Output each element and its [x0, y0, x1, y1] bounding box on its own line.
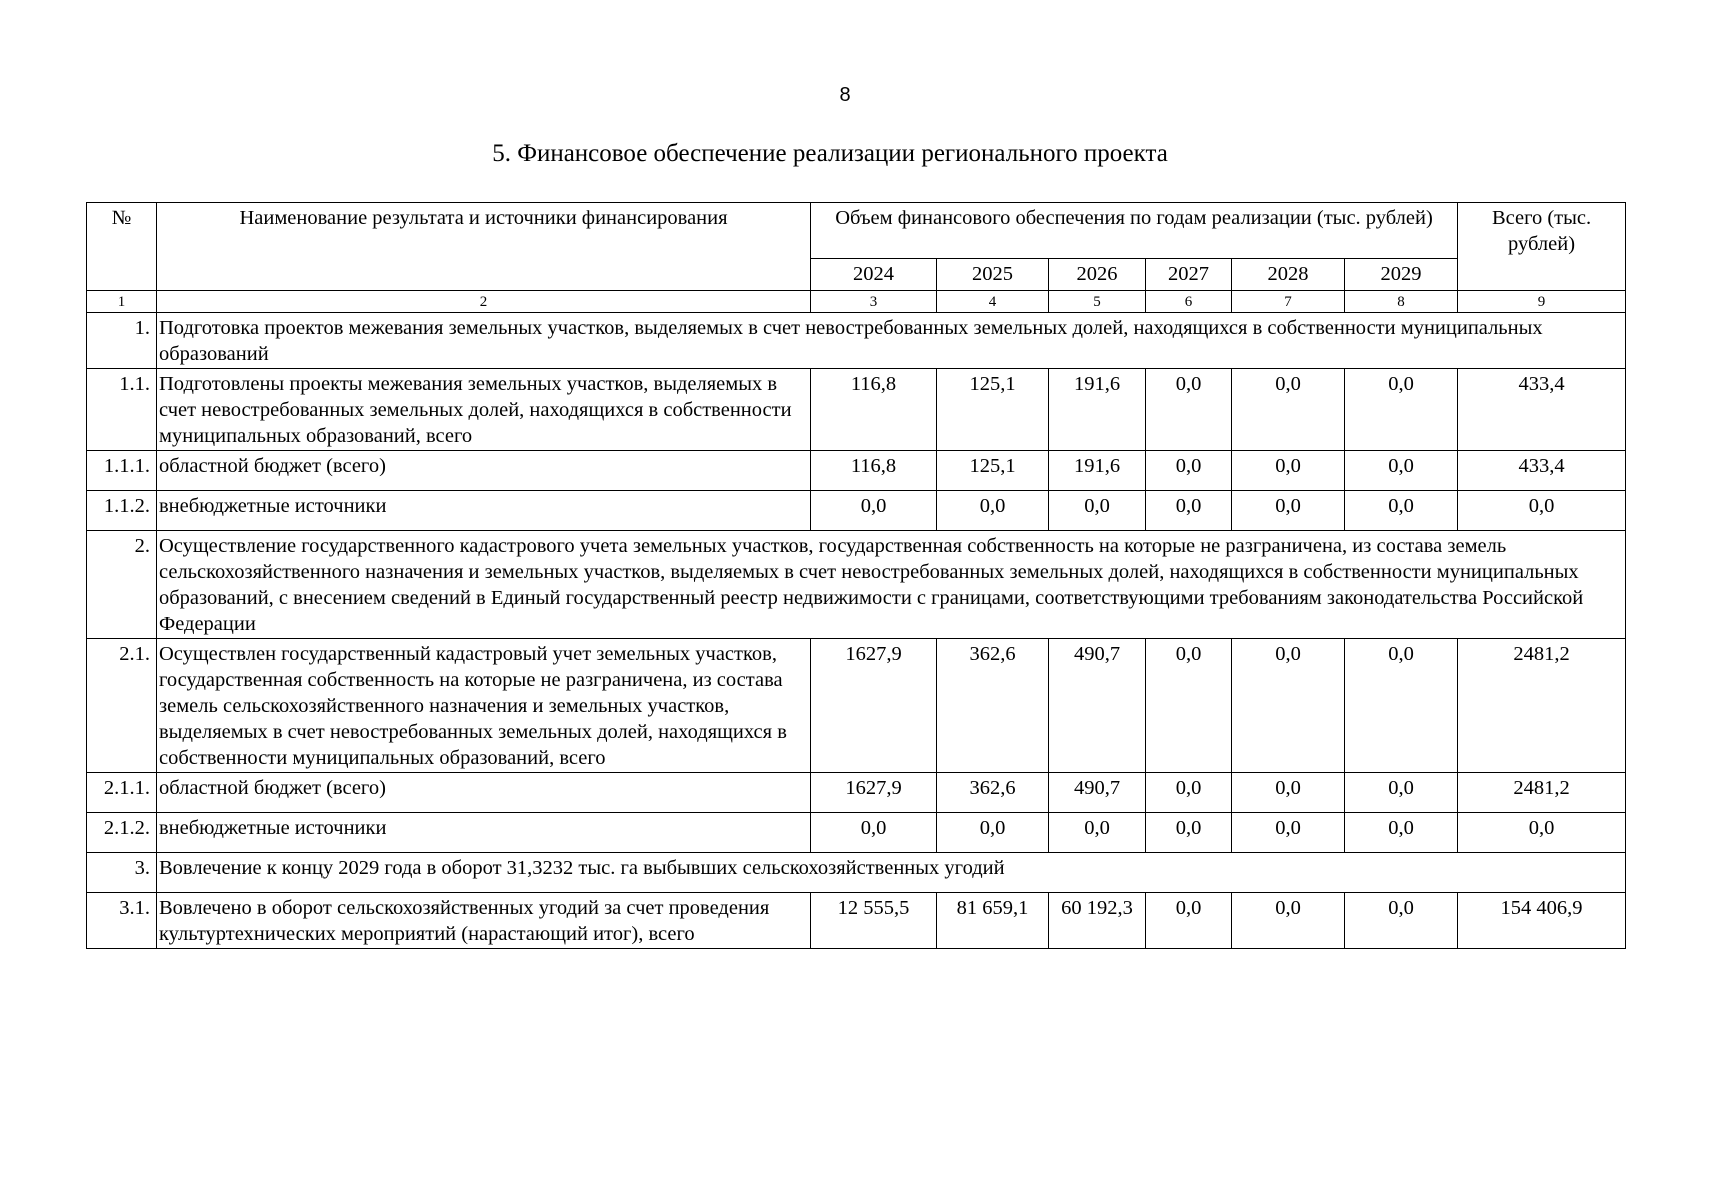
value-cell: 0,0 — [1232, 813, 1345, 853]
header-total: Всего (тыс. рублей) — [1458, 203, 1626, 291]
table-row — [87, 813, 1626, 853]
value-cell: 0,0 — [1232, 451, 1345, 491]
column-index: 7 — [1232, 291, 1345, 313]
row-name: областной бюджет (всего) — [157, 451, 811, 491]
column-index: 4 — [937, 291, 1049, 313]
value-cell: 0,0 — [937, 491, 1049, 531]
page-number: 8 — [839, 84, 851, 106]
row-number: 1.1.1. — [87, 451, 157, 491]
column-index: 1 — [87, 291, 157, 313]
row-name: Вовлечение к концу 2029 года в оборот 31,3232 тыс. га выбывших сельскохозяйственных угодий — [157, 853, 1626, 893]
row-name: Подготовлены проекты межевания земельных участков, выделяемых в счет невостребованных земельных долей, находящихся в собственности муниципальных образований, всего — [157, 369, 811, 451]
row-number: 2.1.2. — [87, 813, 157, 853]
value-cell: 362,6 — [937, 639, 1049, 773]
value-cell: 0,0 — [1146, 773, 1232, 813]
value-cell: 0,0 — [1049, 491, 1146, 531]
row-name: Вовлечено в оборот сельскохозяйственных угодий за счет проведения культуртехнических мероприятий (нарастающий итог), всего — [157, 893, 811, 949]
value-cell: 0,0 — [1345, 369, 1458, 451]
column-index: 8 — [1345, 291, 1458, 313]
value-cell: 125,1 — [937, 369, 1049, 451]
table-row-group — [87, 531, 1626, 639]
column-index: 2 — [157, 291, 811, 313]
value-cell: 1627,9 — [811, 639, 937, 773]
header-year: 2028 — [1232, 259, 1345, 291]
header-name: Наименование результата и источники финансирования — [157, 203, 811, 291]
header-year: 2026 — [1049, 259, 1146, 291]
table-row-group — [87, 313, 1626, 369]
row-number: 3. — [87, 853, 157, 893]
value-cell: 12 555,5 — [811, 893, 937, 949]
table-row — [87, 773, 1626, 813]
row-number: 2.1.1. — [87, 773, 157, 813]
table-row-group — [87, 853, 1626, 893]
value-cell: 116,8 — [811, 451, 937, 491]
value-cell: 0,0 — [1146, 893, 1232, 949]
value-cell: 0,0 — [1146, 813, 1232, 853]
value-cell: 362,6 — [937, 773, 1049, 813]
column-index: 3 — [811, 291, 937, 313]
total-cell: 2481,2 — [1458, 639, 1626, 773]
total-cell: 0,0 — [1458, 491, 1626, 531]
total-cell: 2481,2 — [1458, 773, 1626, 813]
row-name: внебюджетные источники — [157, 813, 811, 853]
value-cell: 490,7 — [1049, 773, 1146, 813]
row-number: 2. — [87, 531, 157, 639]
value-cell: 0,0 — [1232, 491, 1345, 531]
row-name: областной бюджет (всего) — [157, 773, 811, 813]
table-row — [87, 893, 1626, 949]
column-index: 9 — [1458, 291, 1626, 313]
table-row — [87, 369, 1626, 451]
total-cell: 0,0 — [1458, 813, 1626, 853]
value-cell: 125,1 — [937, 451, 1049, 491]
value-cell: 0,0 — [1232, 369, 1345, 451]
table-row — [87, 451, 1626, 491]
row-number: 3.1. — [87, 893, 157, 949]
row-name: внебюджетные источники — [157, 491, 811, 531]
total-cell: 433,4 — [1458, 369, 1626, 451]
value-cell: 0,0 — [1345, 491, 1458, 531]
value-cell: 0,0 — [1146, 491, 1232, 531]
row-number: 1.1. — [87, 369, 157, 451]
row-number: 1.1.2. — [87, 491, 157, 531]
value-cell: 0,0 — [1232, 773, 1345, 813]
header-year: 2027 — [1146, 259, 1232, 291]
value-cell: 60 192,3 — [1049, 893, 1146, 949]
row-number: 1. — [87, 313, 157, 369]
financing-table — [86, 202, 1626, 949]
value-cell: 0,0 — [811, 491, 937, 531]
value-cell: 0,0 — [1345, 773, 1458, 813]
header-year: 2029 — [1345, 259, 1458, 291]
value-cell: 0,0 — [1146, 369, 1232, 451]
row-name: Осуществление государственного кадастрового учета земельных участков, государственная собственность на которые не разграничена, из состава земель сельскохозяйственного назначения и земельных участков, выделяемых в счет невостребованных земельных долей, находящихся в собственности муниципальных образований, с внесением сведений в Единый государственный реестр недвижимости с границами, соответствующими требованиям законодательства Российской Федерации — [157, 531, 1626, 639]
value-cell: 0,0 — [937, 813, 1049, 853]
value-cell: 81 659,1 — [937, 893, 1049, 949]
header-volume: Объем финансового обеспечения по годам реализации (тыс. рублей) — [811, 203, 1458, 259]
value-cell: 0,0 — [1049, 813, 1146, 853]
value-cell: 191,6 — [1049, 451, 1146, 491]
total-cell: 433,4 — [1458, 451, 1626, 491]
value-cell: 116,8 — [811, 369, 937, 451]
value-cell: 0,0 — [811, 813, 937, 853]
header-year: 2025 — [937, 259, 1049, 291]
table-row — [87, 639, 1626, 773]
row-name: Подготовка проектов межевания земельных участков, выделяемых в счет невостребованных земельных долей, находящихся в собственности муниципальных образований — [157, 313, 1626, 369]
column-index: 5 — [1049, 291, 1146, 313]
value-cell: 0,0 — [1345, 639, 1458, 773]
value-cell: 0,0 — [1345, 451, 1458, 491]
total-cell: 154 406,9 — [1458, 893, 1626, 949]
row-name: Осуществлен государственный кадастровый учет земельных участков, государственная собственность на которые не разграничена, из состава земель сельскохозяйственного назначения и земельных участков, выделяемых в счет невостребованных земельных долей, находящихся в собственности муниципальных образований, всего — [157, 639, 811, 773]
value-cell: 0,0 — [1345, 813, 1458, 853]
header-no: № — [87, 203, 157, 291]
section-title: 5. Финансовое обеспечение реализации регионального проекта — [492, 140, 1168, 167]
value-cell: 1627,9 — [811, 773, 937, 813]
value-cell: 0,0 — [1232, 639, 1345, 773]
table-row — [87, 491, 1626, 531]
row-number: 2.1. — [87, 639, 157, 773]
header-year: 2024 — [811, 259, 937, 291]
value-cell: 0,0 — [1146, 639, 1232, 773]
column-index: 6 — [1146, 291, 1232, 313]
value-cell: 191,6 — [1049, 369, 1146, 451]
value-cell: 490,7 — [1049, 639, 1146, 773]
value-cell: 0,0 — [1345, 893, 1458, 949]
value-cell: 0,0 — [1146, 451, 1232, 491]
value-cell: 0,0 — [1232, 893, 1345, 949]
